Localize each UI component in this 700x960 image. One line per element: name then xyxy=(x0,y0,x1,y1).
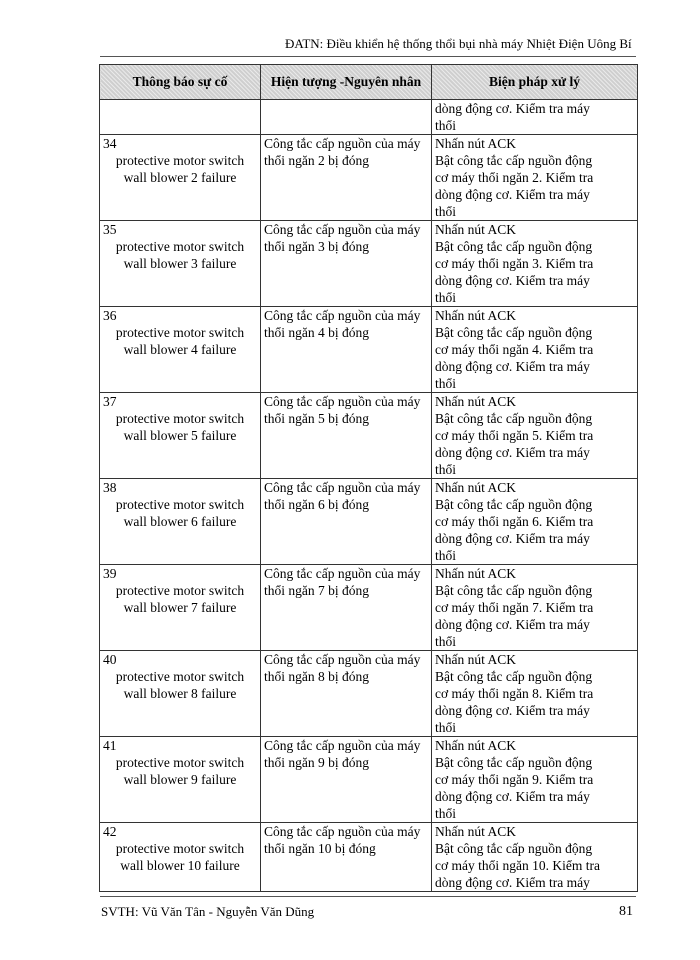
remedy-line: thổi xyxy=(435,548,457,563)
continuation-message-cell xyxy=(100,100,261,135)
fault-message: protective motor switch wall blower 7 failure xyxy=(115,583,245,615)
fault-number: 41 xyxy=(103,738,117,753)
fault-message: protective motor switch wall blower 3 failure xyxy=(115,239,245,271)
fault-cause: Công tắc cấp nguồn của máy thổi ngăn 2 bị đóng xyxy=(261,135,432,221)
remedy-line: dòng động cơ. Kiểm tra máy xyxy=(435,101,590,116)
fault-row xyxy=(100,479,638,565)
remedy-line: cơ máy thổi ngăn 9. Kiểm tra xyxy=(435,772,594,787)
fault-message-cell xyxy=(100,393,261,479)
fault-row xyxy=(100,737,638,823)
fault-number: 42 xyxy=(103,824,117,839)
fault-row xyxy=(100,135,638,221)
remedy-line: Nhấn nút ACK xyxy=(435,652,516,667)
remedy-line: cơ máy thổi ngăn 2. Kiểm tra xyxy=(435,170,594,185)
fault-remedy-cell xyxy=(432,565,638,651)
remedy-line: thổi xyxy=(435,634,457,649)
remedy-line: dòng động cơ. Kiểm tra máy xyxy=(435,359,590,374)
column-header-cause: Hiện tượng -Nguyên nhân xyxy=(261,65,432,100)
fault-table xyxy=(99,64,638,892)
fault-row xyxy=(100,651,638,737)
remedy-line: cơ máy thổi ngăn 3. Kiểm tra xyxy=(435,256,594,271)
fault-number: 39 xyxy=(103,566,117,581)
remedy-line: Bật công tắc cấp nguồn động xyxy=(435,755,593,770)
remedy-line: Nhấn nút ACK xyxy=(435,136,516,151)
fault-message: protective motor switch wall blower 4 failure xyxy=(115,325,245,357)
fault-table-body xyxy=(100,100,638,892)
fault-cause: Công tắc cấp nguồn của máy thổi ngăn 10 bị đóng xyxy=(261,823,432,892)
fault-row xyxy=(100,307,638,393)
remedy-line: Bật công tắc cấp nguồn động xyxy=(435,841,593,856)
remedy-line: dòng động cơ. Kiểm tra máy xyxy=(435,273,590,288)
remedy-line: Nhấn nút ACK xyxy=(435,480,516,495)
continuation-row xyxy=(100,100,638,135)
remedy-line: dòng động cơ. Kiểm tra máy xyxy=(435,703,590,718)
remedy-line: cơ máy thổi ngăn 4. Kiểm tra xyxy=(435,342,594,357)
footer-author: SVTH: Vũ Văn Tân - Nguyễn Văn Dũng xyxy=(101,904,315,919)
header-divider xyxy=(100,56,636,57)
fault-row xyxy=(100,393,638,479)
fault-number: 35 xyxy=(103,222,117,237)
remedy-line: Bật công tắc cấp nguồn động xyxy=(435,411,593,426)
remedy-line: dòng động cơ. Kiểm tra máy xyxy=(435,617,590,632)
remedy-line: dòng động cơ. Kiểm tra máy xyxy=(435,531,590,546)
remedy-line: cơ máy thổi ngăn 8. Kiểm tra xyxy=(435,686,594,701)
remedy-line: dòng động cơ. Kiểm tra máy xyxy=(435,875,590,890)
remedy-line: Bật công tắc cấp nguồn động xyxy=(435,497,593,512)
fault-remedy-cell xyxy=(432,135,638,221)
fault-remedy-cell xyxy=(432,307,638,393)
column-header-remedy: Biện pháp xử lý xyxy=(432,65,638,100)
fault-message-cell xyxy=(100,565,261,651)
remedy-line: Nhấn nút ACK xyxy=(435,308,516,323)
fault-cause: Công tắc cấp nguồn của máy thổi ngăn 5 bị đóng xyxy=(261,393,432,479)
fault-row xyxy=(100,221,638,307)
remedy-line: thổi xyxy=(435,118,457,133)
fault-message-cell xyxy=(100,479,261,565)
remedy-line: thổi xyxy=(435,290,457,305)
remedy-line: Bật công tắc cấp nguồn động xyxy=(435,325,593,340)
remedy-line: cơ máy thổi ngăn 5. Kiểm tra xyxy=(435,428,594,443)
fault-remedy-cell xyxy=(432,737,638,823)
remedy-line: Nhấn nút ACK xyxy=(435,222,516,237)
remedy-line: Nhấn nút ACK xyxy=(435,394,516,409)
fault-number: 34 xyxy=(103,136,117,151)
fault-message-cell xyxy=(100,823,261,892)
fault-cause: Công tắc cấp nguồn của máy thổi ngăn 9 bị đóng xyxy=(261,737,432,823)
remedy-line: thổi xyxy=(435,462,457,477)
fault-remedy-cell xyxy=(432,651,638,737)
fault-number: 40 xyxy=(103,652,117,667)
remedy-line: thổi xyxy=(435,806,457,821)
page-number: 81 xyxy=(619,904,633,919)
fault-number: 36 xyxy=(103,308,117,323)
fault-remedy-cell xyxy=(432,393,638,479)
fault-row xyxy=(100,565,638,651)
remedy-line: thổi xyxy=(435,376,457,391)
footer-divider xyxy=(100,896,636,897)
fault-remedy-cell xyxy=(432,823,638,892)
fault-table-header xyxy=(100,65,638,100)
fault-cause: Công tắc cấp nguồn của máy thổi ngăn 8 bị đóng xyxy=(261,651,432,737)
fault-message-cell xyxy=(100,221,261,307)
remedy-line: cơ máy thổi ngăn 6. Kiểm tra xyxy=(435,514,594,529)
remedy-line: dòng động cơ. Kiểm tra máy xyxy=(435,789,590,804)
remedy-line: thổi xyxy=(435,720,457,735)
continuation-cause-cell xyxy=(261,100,432,135)
fault-message: protective motor switch wall blower 2 failure xyxy=(115,153,245,185)
remedy-line: dòng động cơ. Kiểm tra máy xyxy=(435,187,590,202)
fault-message-cell xyxy=(100,135,261,221)
fault-number: 37 xyxy=(103,394,117,409)
fault-message-cell xyxy=(100,307,261,393)
continuation-remedy-cell xyxy=(432,100,638,135)
remedy-line: Nhấn nút ACK xyxy=(435,824,516,839)
fault-remedy-cell xyxy=(432,479,638,565)
fault-cause: Công tắc cấp nguồn của máy thổi ngăn 4 bị đóng xyxy=(261,307,432,393)
fault-message-cell xyxy=(100,651,261,737)
remedy-line: Bật công tắc cấp nguồn động xyxy=(435,153,593,168)
remedy-line: Bật công tắc cấp nguồn động xyxy=(435,239,593,254)
column-header-message: Thông báo sự cố xyxy=(100,65,261,100)
header-row xyxy=(100,65,638,100)
remedy-line: dòng động cơ. Kiểm tra máy xyxy=(435,445,590,460)
fault-remedy-cell xyxy=(432,221,638,307)
remedy-line: Bật công tắc cấp nguồn động xyxy=(435,583,593,598)
fault-message-cell xyxy=(100,737,261,823)
fault-message: protective motor switch wall blower 6 failure xyxy=(115,497,245,529)
page-header-title: ĐATN: Điều khiển hệ thống thổi bụi nhà máy Nhiệt Điện Uông Bí xyxy=(285,36,632,51)
remedy-line: cơ máy thổi ngăn 7. Kiểm tra xyxy=(435,600,594,615)
fault-cause: Công tắc cấp nguồn của máy thổi ngăn 3 bị đóng xyxy=(261,221,432,307)
fault-row xyxy=(100,823,638,892)
fault-message: protective motor switch wall blower 9 failure xyxy=(115,755,245,787)
remedy-line: Bật công tắc cấp nguồn động xyxy=(435,669,593,684)
fault-message: protective motor switch wall blower 10 failure xyxy=(115,841,245,873)
fault-message: protective motor switch wall blower 5 failure xyxy=(115,411,245,443)
fault-cause: Công tắc cấp nguồn của máy thổi ngăn 7 bị đóng xyxy=(261,565,432,651)
fault-number: 38 xyxy=(103,480,117,495)
fault-message: protective motor switch wall blower 8 failure xyxy=(115,669,245,701)
remedy-line: cơ máy thổi ngăn 10. Kiểm tra xyxy=(435,858,600,873)
remedy-line: Nhấn nút ACK xyxy=(435,738,516,753)
fault-cause: Công tắc cấp nguồn của máy thổi ngăn 6 bị đóng xyxy=(261,479,432,565)
remedy-line: Nhấn nút ACK xyxy=(435,566,516,581)
remedy-line: thổi xyxy=(435,204,457,219)
